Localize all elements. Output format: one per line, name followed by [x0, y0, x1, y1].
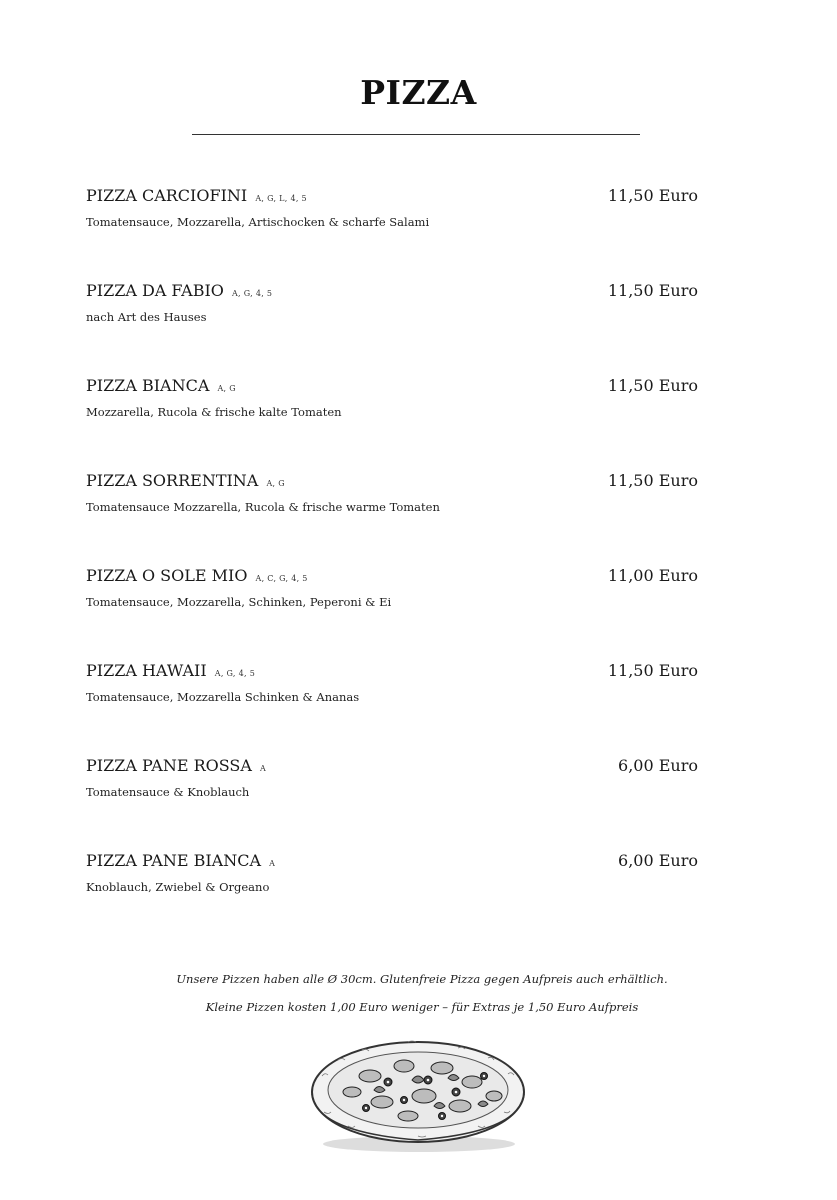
- menu-item-name: PIZZA PANE ROSSA: [86, 756, 252, 775]
- menu-item-price: 11,50 Euro: [607, 186, 698, 205]
- title-divider: [192, 134, 640, 135]
- menu-item-bianca: [86, 376, 698, 471]
- menu-item-description: nach Art des Hauses: [86, 310, 207, 324]
- menu-item-da-fabio: [86, 281, 698, 376]
- menu-item-price: 11,00 Euro: [607, 566, 698, 585]
- menu-item-description: Tomatensauce, Mozzarella, Schinken, Peperoni & Ei: [86, 595, 392, 609]
- menu-item-description: Tomatensauce Mozzarella, Rucola & frische warme Tomaten: [86, 500, 440, 514]
- menu-item-sorrentina: [86, 471, 698, 566]
- menu-item-o-sole-mio: [86, 566, 698, 661]
- menu-item-pane-rossa: [86, 756, 698, 851]
- menu-item-price: 11,50 Euro: [607, 471, 698, 490]
- pizza-icon: [308, 1036, 530, 1154]
- menu-item-price: 6,00 Euro: [618, 756, 698, 775]
- menu-item-allergens: A, G: [217, 384, 236, 393]
- menu-item-allergens: A, G: [266, 479, 285, 488]
- menu-item-name: PIZZA PANE BIANCA: [86, 851, 262, 870]
- menu-item-name: PIZZA BIANCA: [86, 376, 210, 395]
- menu-item-title: [86, 281, 272, 304]
- menu-item-name: PIZZA DA FABIO: [86, 281, 224, 300]
- menu-item-allergens: A, G, 4, 5: [231, 289, 273, 298]
- menu-item-description: Tomatensauce, Mozzarella, Artischocken & scharfe Salami: [86, 215, 430, 229]
- menu-item-description: Tomatensauce & Knoblauch: [86, 785, 250, 799]
- menu-item-name: PIZZA SORRENTINA: [86, 471, 259, 490]
- menu-item-price: 11,50 Euro: [607, 376, 698, 395]
- menu-item-name: PIZZA CARCIOFINI: [86, 186, 248, 205]
- menu-item-title: [86, 376, 236, 399]
- menu-item-price: 11,50 Euro: [607, 661, 698, 680]
- menu-item-price: 6,00 Euro: [618, 851, 698, 870]
- menu-item-pane-bianca: [86, 851, 698, 946]
- menu-item-title: [86, 186, 307, 209]
- menu-item-carciofini: [86, 186, 698, 281]
- menu-item-title: [86, 661, 255, 684]
- menu-item-description: Tomatensauce, Mozzarella Schinken & Ananas: [86, 690, 360, 704]
- menu-item-allergens: A, G, L, 4, 5: [255, 194, 307, 203]
- menu-item-allergens: A, C, G, 4, 5: [255, 574, 308, 583]
- menu-item-title: [86, 471, 285, 494]
- menu-item-description: Mozzarella, Rucola & frische kalte Tomaten: [86, 405, 342, 419]
- menu-item-title: [86, 756, 266, 779]
- menu-list: [86, 186, 698, 946]
- menu-item-name: PIZZA HAWAII: [86, 661, 207, 680]
- size-note: Unsere Pizzen haben alle Ø 30cm. Glutenfreie Pizza gegen Aufpreis auch erhältlich.: [176, 972, 668, 986]
- menu-item-allergens: A: [260, 764, 267, 773]
- menu-item-hawaii: [86, 661, 698, 756]
- menu-item-title: [86, 851, 275, 874]
- menu-item-title: [86, 566, 308, 589]
- menu-item-allergens: A: [269, 859, 276, 868]
- page-title: PIZZA: [360, 73, 477, 112]
- menu-item-name: PIZZA O SOLE MIO: [86, 566, 248, 585]
- menu-item-allergens: A, G, 4, 5: [214, 669, 256, 678]
- menu-item-description: Knoblauch, Zwiebel & Orgeano: [86, 880, 270, 894]
- pricing-note: Kleine Pizzen kosten 1,00 Euro weniger – für Extras je 1,50 Euro Aufpreis: [205, 1000, 639, 1014]
- menu-item-price: 11,50 Euro: [607, 281, 698, 300]
